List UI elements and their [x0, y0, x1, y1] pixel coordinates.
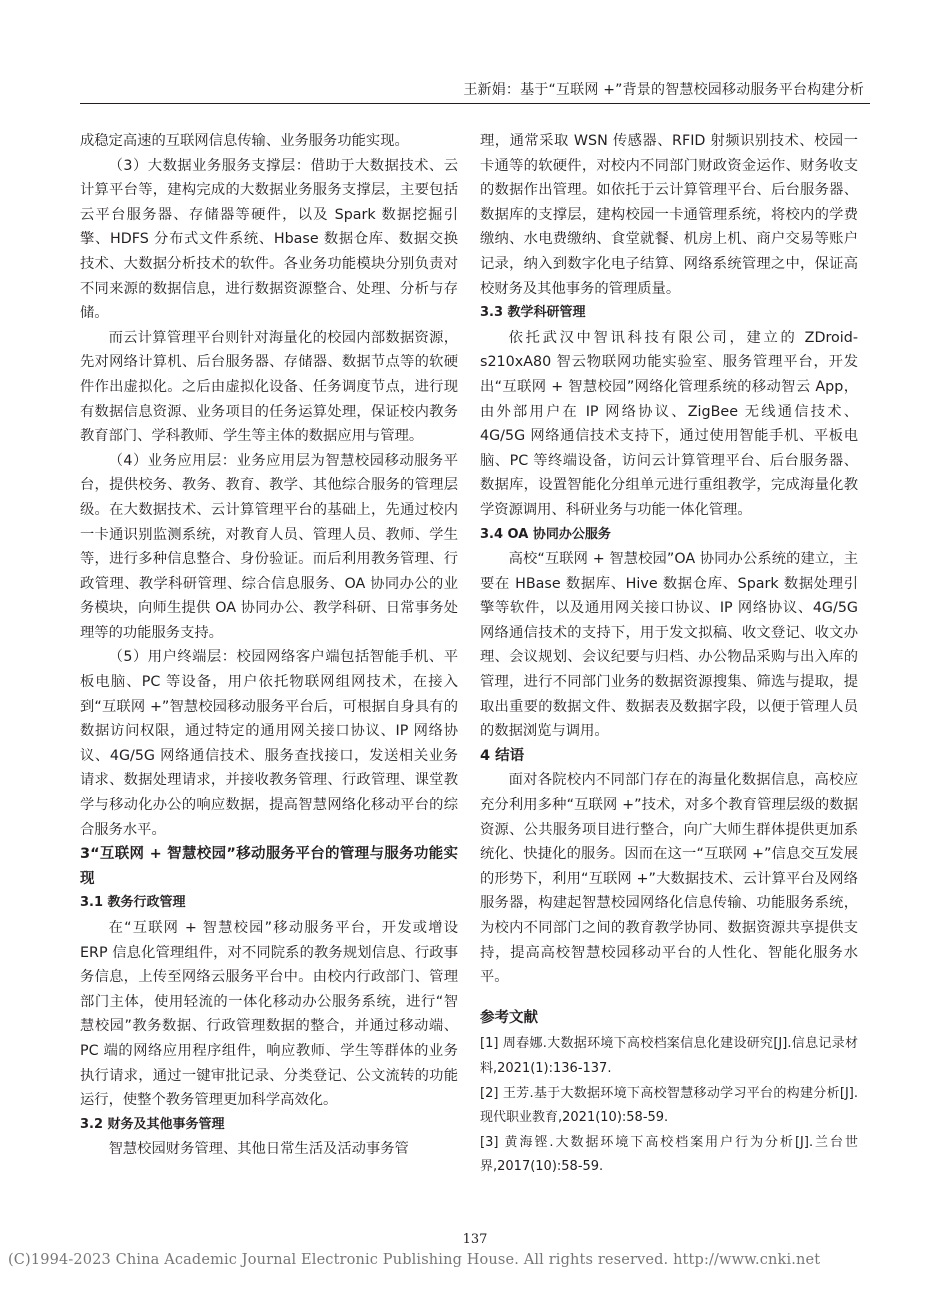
header-rule: [80, 103, 870, 104]
references-heading: 参考文献: [480, 1009, 538, 1026]
paragraph: 高校“互联网 + 智慧校园”OA 协同办公系统的建立，主要在 HBase 数据库、Hive 数据仓库、Spark 数据处理引擎等软件，以及通用网关接口协议、IP 网络协议、4G/5G 网络通信技术的支持下，用于发文拟稿、收文登记、收文办理、会议规划、会议纪要与归档、办公物品采购与出入库的管理，进行不同部门业务的数据资源搜集、筛选与提取，提取出重要的数据文件、数据表及数据字段，以便于管理人员的数据浏览与调用。: [480, 551, 858, 740]
subsection-heading: 3.1 教务行政管理: [80, 895, 186, 911]
paragraph: 而云计算管理平台则针对海量化的校园内部数据资源，先对网络计算机、后台服务器、存储器、数据节点等的软硬件作出虚拟化。之后由虚拟化设备、任务调度节点，进行现有数据信息资源、业务项目的任务运算处理，保证校内教务教育部门、学科教师、学生等主体的数据应用与管理。: [80, 329, 458, 445]
paragraph: （3）大数据业务服务支撑层：借助于大数据技术、云计算平台等，建构完成的大数据业务服务支撑层，主要包括云平台服务器、存储器等硬件，以及 Spark 数据挖掘引擎、HDFS 分布式文件系统、Hbase 数据仓库、数据交换技术、大数据分析技术的软件。各业务功能模块分别负责对不同来源的数据信息，进行数据资源整合、处理、分析与存储。: [80, 157, 458, 322]
paragraph: 智慧校园财务管理、其他日常生活及活动事务管: [108, 1141, 409, 1158]
subsection-heading: 3.4 OA 协同办公服务: [480, 526, 611, 542]
reference-item: [3] 黄海铿.大数据环境下高校档案用户行为分析[J].兰台世界,2017(10):58-59.: [480, 1134, 858, 1175]
section-heading: 3“互联网 + 智慧校园”移动服务平台的管理与服务功能实现: [80, 846, 458, 887]
paragraph: 成稳定高速的互联网信息传输、业务服务功能实现。: [80, 133, 409, 149]
paragraph: 依托武汉中智讯科技有限公司，建立的 ZDroid-s210xA80 智云物联网功能实验室、服务管理平台，开发出“互联网 + 智慧校园”网络化管理系统的移动智云 App，由外部用户在 IP 网络协议、ZigBee 无线通信技术、4G/5G 网络通信技术支持下，通过使用智能手机、平板电脑、PC 等终端设备，访问云计算管理平台、后台服务器、数据库，设置智能化分组单元进行重组教学，完成海量化教学资源调用、科研业务与功能一体化管理。: [480, 329, 858, 518]
paragraph: 在“互联网 + 智慧校园”移动服务平台，开发或增设 ERP 信息化管理组件，对不同院系的教务规划信息、行政事务信息，上传至网络云服务平台中。由校内行政部门、管理部门主体，使用轻流的一体化移动办公服务系统，进行“智慧校园”教务数据、行政管理数据的整合，并通过移动端、PC 端的网络应用程序组件，响应教师、学生等群体的业务执行请求，通过一键审批记录、分类登记、公文流转的功能运行，使整个教务管理更加科学高效化。: [80, 920, 458, 1109]
left-column: [80, 129, 458, 1162]
paragraph: 理，通常采取 WSN 传感器、RFID 射频识别技术、校园一卡通等的软硬件，对校内不同部门财政资金运作、财务收支的数据作出管理。如依托于云计算管理平台、后台服务器、数据库的支撑层，建构校园一卡通管理系统，将校内的学费缴纳、水电费缴纳、食堂就餐、机房上机、商户交易等账户记录，纳入到数字化电子结算、网络系统管理之中，保证高校财务及其他事务的管理质量。: [480, 133, 858, 297]
reference-item: [1] 周春娜.大数据环境下高校档案信息化建设研究[J].信息记录材料,2021(1):136-137.: [480, 1036, 858, 1076]
paragraph: （5）用户终端层：校园网络客户端包括智能手机、平板电脑、PC 等设备，用户依托物联网组网技术，在接入到“互联网 +”智慧校园移动服务平台后，可根据自身具有的数据访问权限，通过特定的通用网关接口协议、IP 网络协议、4G/5G 网络通信技术、服务查找接口，发送相关业务请求、数据处理请求，并接收教务管理、行政管理、课堂教学与移动化办公的响应数据，提高智慧网络化移动平台的综合服务水平。: [80, 649, 458, 838]
subsection-heading: 3.3 教学科研管理: [480, 305, 586, 321]
section-heading: 4 结语: [480, 747, 525, 764]
copyright-watermark: (C)1994-2023 China Academic Journal Electronic Publishing House. All rights reserved. http://www.cnki.net: [8, 1252, 821, 1268]
right-column: [480, 129, 858, 1180]
running-header: 王新娟：基于“互联网 +”背景的智慧校园移动服务平台构建分析: [463, 82, 864, 98]
subsection-heading: 3.2 财务及其他事务管理: [80, 1116, 225, 1132]
reference-item: [2] 王芳.基于大数据环境下高校智慧移动学习平台的构建分析[J].现代职业教育,2021(10):58-59.: [480, 1085, 858, 1126]
page-number: 137: [462, 1232, 488, 1247]
paragraph: 面对各院校内不同部门存在的海量化数据信息，高校应充分利用多种“互联网 +”技术，对多个教育管理层级的数据资源、公共服务项目进行整合，向广大师生群体提供更加系统化、快捷化的服务。因而在这一“互联网 +”信息交互发展的形势下，利用“互联网 +”大数据技术、云计算平台及网络服务器，构建起智慧校园网络化信息传输、功能服务系统，为校内不同部门之间的教育教学协同、数据资源共享提供支持，提高高校智慧校园移动平台的人性化、智能化服务水平。: [480, 772, 858, 986]
paragraph: （4）业务应用层：业务应用层为智慧校园移动服务平台，提供校务、教务、教育、教学、其他综合服务的管理层级。在大数据技术、云计算管理平台的基础上，先通过校内一卡通识别监测系统，对教育人员、管理人员、教师、学生等，进行多种信息整合、身份验证。而后利用教务管理、行政管理、教学科研管理、综合信息服务、OA 协同办公的业务模块，向师生提供 OA 协同办公、教学科研、日常事务处理等的功能服务支持。: [80, 452, 458, 641]
